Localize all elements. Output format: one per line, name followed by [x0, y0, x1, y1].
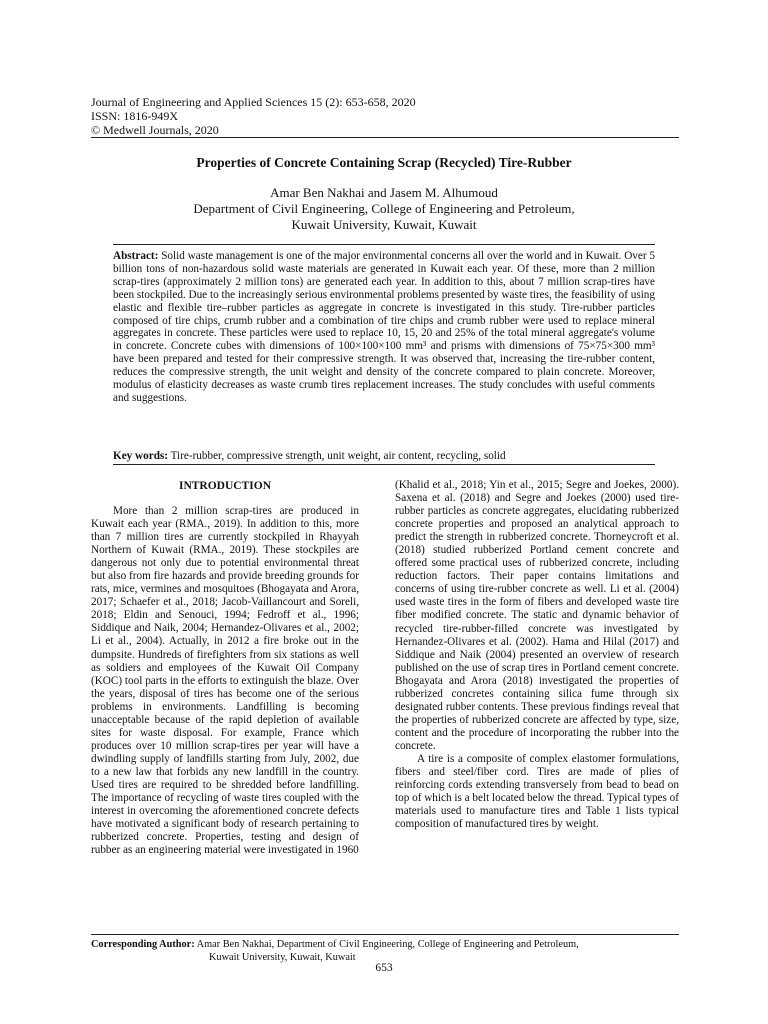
intro-paragraph-left: More than 2 million scrap-tires are produced in Kuwait each year (RMA., 2019). In addition to this, more than 7 million tires are currently stockpiled in Rhayyah Northern of Kuwait (RMA., 2019). These stockpiles are dangerous not only due to potential environmental threat but also from fire hazards and provide breeding grounds for rats, mice, vermines and mosquitoes (Bhogayata and Arora, 2017; Schaefer et al., 2018; Jacob-Vaillancourt and Soreli, 2018; Eldin and Senouci, 1994; Fedroff et al., 1996; Siddique and Naik, 2004; Hernandez-Olivares et al., 2002; Li et al., 2004). Actually, in 2012 a fire broke out in the dumpsite. Hundreds of firefighters from six stations as well as soldiers and employees of the Kuwait Oil Company (KOC) tool parts in the efforts to extinguish the blaze. Over the years, disposal of tires has become one of the serious problems in environments. Landfilling is becoming unacceptable because of the rapid depletion of available sites for waste disposal. For example, France which produces over 10 million scrap-tires per year will have a dwindling supply of landfills starting from July, 2002, due to a new law that forbids any new landfill in the country. Used tires are required to be shredded before landfilling. The importance of recycling of waste tires coupled with the interest in overcoming the aforementioned concrete defects have motivated a significant body of research pertaining to rubberized concrete. Properties, testing and design of rubber as an engineering material were investigated in 1960 — [91, 505, 359, 857]
intro-paragraph-right-1: (Khalid et al., 2018; Yin et al., 2015; Segre and Joekes, 2000). Saxena et al. (2018) and Segre and Joekes (2000) used tire-rubber particles as concrete aggregates, elucidating rubberized concrete properties and proposed an analytical approach to predict the strength in rubberized concrete. Thorneycroft et al. (2018) studied rubberized Portland cement concrete and offered some practical uses of rubberized concrete, including reduction factors. Their paper contains limitations and concerns of using tire-rubber concrete as well. Li et al. (2004) used waste tires in the form of fibers and developed waste tire fiber modified concrete. The static and dynamic behavior of recycled tire-rubber-filled concrete was investigated by Hernandez-Olivares et al. (2002). Hama and Hilal (2017) and Siddique and Naik (2004) presented an overview of research published on the use of scrap tires in Portland cement concrete. Bhogayata and Arora (2018) investigated the properties of rubberized concretes containing silica fume through six designated rubber contents. These previous findings reveal that the properties of rubberized concrete are affected by type, size, content and the procedure of incorporating the rubber into the concrete. — [395, 479, 679, 752]
copyright: © Medwell Journals, 2020 — [91, 123, 219, 137]
paper-title: Properties of Concrete Containing Scrap (Recycled) Tire-Rubber — [196, 155, 572, 170]
affiliation-line-1: Department of Civil Engineering, College of Engineering and Petroleum, — [193, 201, 575, 216]
corresponding-author-label: Corresponding Author: — [91, 939, 195, 950]
keywords-label: Key words: — [113, 450, 168, 462]
footer-rule — [91, 934, 679, 935]
page-number: 653 — [375, 962, 393, 974]
header-rule — [91, 137, 679, 138]
corresponding-author-line-1: Amar Ben Nakhai, Department of Civil Engineering, College of Engineering and Petroleum, — [196, 939, 579, 950]
section-heading-introduction: INTRODUCTION — [178, 480, 271, 492]
abstract-top-rule — [113, 244, 655, 245]
left-column — [91, 479, 359, 857]
corresponding-author-line-2: Kuwait University, Kuwait, Kuwait — [209, 952, 356, 963]
journal-citation: Journal of Engineering and Applied Sciences 15 (2): 653-658, 2020 — [91, 95, 416, 109]
intro-paragraph-right-2: A tire is a composite of complex elastomer formulations, fibers and steel/fiber cord. Tires are made of plies of reinforcing cords extending transversely from bead to bead on top of which is a belt located below the thread. Typical types of materials used to manufacture tires and Table 1 lists typical composition of manufactured tires by weight. — [395, 752, 679, 831]
right-column — [395, 479, 679, 831]
keywords-text: Tire-rubber, compressive strength, unit weight, air content, recycling, solid — [170, 450, 506, 462]
affiliation-line-2: Kuwait University, Kuwait, Kuwait — [291, 217, 477, 232]
keywords-bottom-rule — [113, 464, 655, 465]
author-names: Amar Ben Nakhai and Jasem M. Alhumoud — [270, 185, 498, 200]
journal-header — [91, 95, 416, 137]
keywords — [113, 450, 655, 463]
abstract-label: Abstract: — [113, 250, 159, 262]
issn: ISSN: 1816-949X — [91, 109, 179, 123]
author-block — [0, 185, 768, 233]
abstract-text: Solid waste management is one of the major environmental concerns all over the world and in Kuwait. Over 5 billion tons of non-hazardous solid waste materials are generated in Kuwait each year. Of these, more than 2 million scrap-tires (approximately 2 million tons) are generated each year. In addition to this, about 7 million scrap-tires have been stockpiled. Due to the increasingly serious environmental problems presented by waste tires, the feasibility of using elastic and flexible tire–rubber particles as aggregate in concrete is investigated in this study. Tire-rubber particles composed of tire chips, crumb rubber and a combination of tire chips and crumb rubber were used to replace mineral aggregates in concrete. These particles were used to replace 10, 15, 20 and 25% of the total mineral aggregate's volume in concrete. Concrete cubes with dimensions of 100×100×100 mm³ and prisms with dimensions of 75×75×300 mm³ have been prepared and tested for their compressive strength. It was observed that, increasing the tire-rubber content, reduces the compressive strength, the unit weight and density of the concrete compared to plain concrete. Moreover, modulus of elasticity decreases as waste crumb tires replacement increases. The study concludes with useful comments and suggestions. — [113, 250, 656, 404]
corresponding-author — [91, 938, 691, 964]
abstract — [113, 250, 655, 405]
